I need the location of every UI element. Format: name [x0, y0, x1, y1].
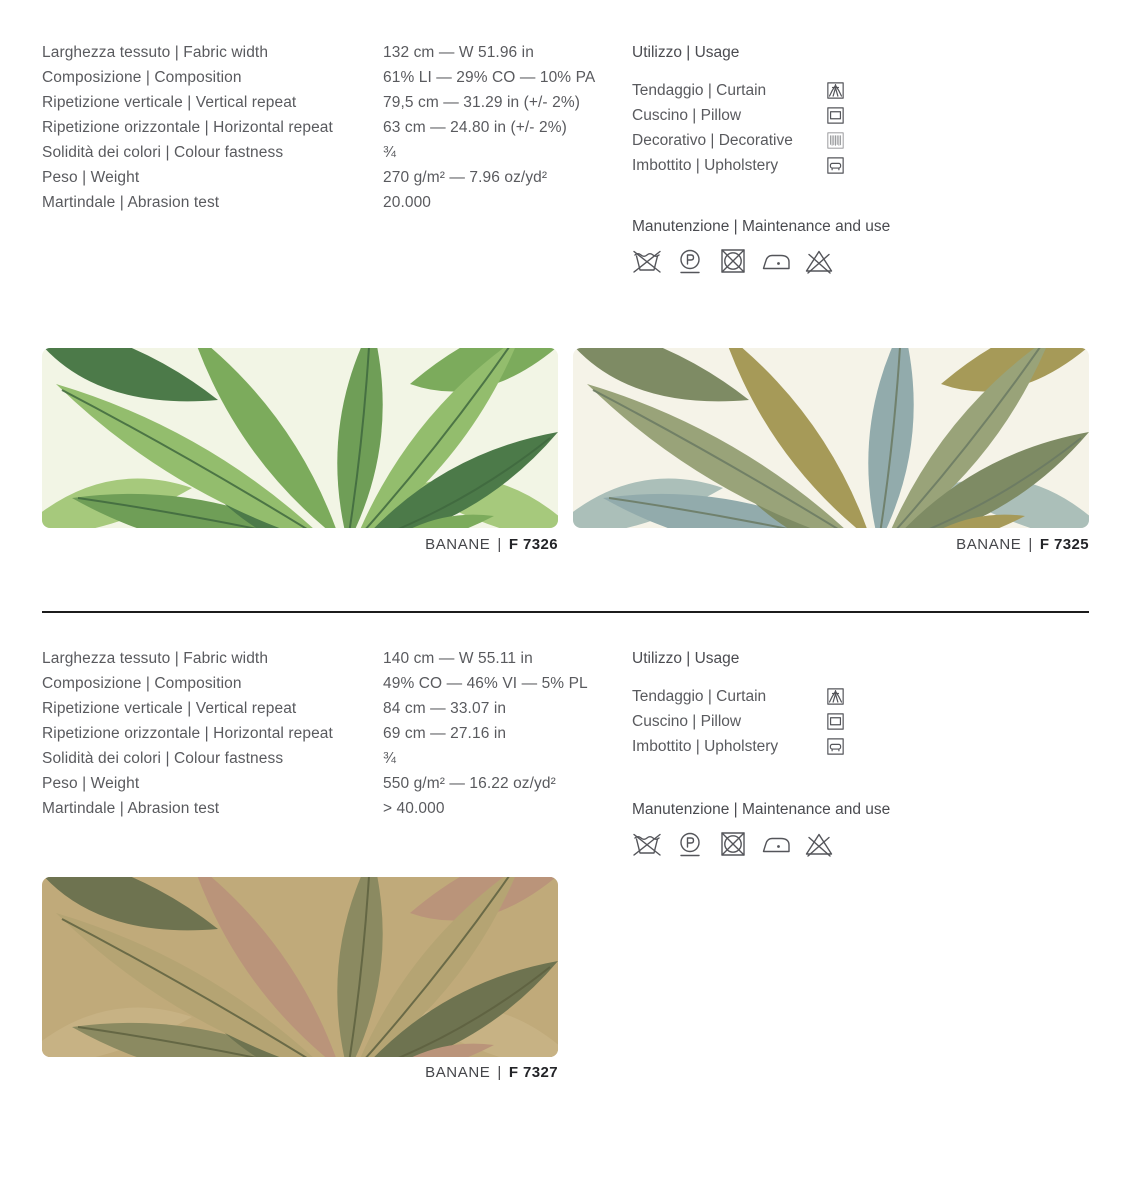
usage-item [632, 78, 844, 103]
spec-value: 61% LI — 29% CO — 10% PA [383, 69, 596, 86]
dry-clean-p-gentle-icon [675, 248, 705, 274]
spec-row [42, 65, 602, 90]
spec-row [42, 696, 602, 721]
fabric-name: BANANE [425, 1064, 491, 1081]
do-not-tumble-dry-icon [718, 248, 748, 274]
usage-title: Utilizzo | Usage [632, 44, 740, 61]
fabric-swatch-f7327 [42, 877, 558, 1057]
spec-label: Ripetizione verticale | Vertical repeat [42, 700, 297, 717]
spec-value: 63 cm — 24.80 in (+/- 2%) [383, 119, 567, 136]
usage-title: Utilizzo | Usage [632, 650, 740, 667]
caption-separator: | [497, 1064, 502, 1081]
upholstery-icon [827, 738, 844, 755]
usage-item [632, 153, 844, 178]
spec-label: Larghezza tessuto | Fabric width [42, 650, 269, 667]
spec-table-1 [42, 40, 602, 215]
swatch-caption-f7326 [42, 536, 558, 553]
dry-clean-p-gentle-icon [675, 831, 705, 857]
spec-value: 132 cm — W 51.96 in [383, 44, 534, 61]
usage-item [632, 128, 844, 153]
do-not-wash-icon [632, 248, 662, 274]
curtain-icon [827, 688, 844, 705]
spec-label: Martindale | Abrasion test [42, 194, 220, 211]
spec-value: 20.000 [383, 194, 432, 211]
do-not-bleach-icon [804, 248, 834, 274]
do-not-bleach-icon [804, 831, 834, 857]
fabric-swatch-f7326 [42, 348, 558, 528]
spec-label: Larghezza tessuto | Fabric width [42, 44, 269, 61]
spec-value: 270 g/m² — 7.96 oz/yd² [383, 169, 548, 186]
spec-label: Ripetizione orizzontale | Horizontal repeat [42, 725, 333, 742]
fabric-code: F 7327 [508, 1064, 558, 1081]
usage-label: Cuscino | Pillow [632, 713, 742, 730]
section-divider [42, 611, 1089, 613]
spec-row [42, 671, 602, 696]
spec-table-2 [42, 646, 602, 821]
spec-label: Peso | Weight [42, 775, 140, 792]
spec-row [42, 165, 602, 190]
spec-value: 84 cm — 33.07 in [383, 700, 507, 717]
usage-label: Decorativo | Decorative [632, 132, 793, 149]
spec-row [42, 721, 602, 746]
spec-row [42, 771, 602, 796]
maintenance-title: Manutenzione | Maintenance and use [632, 218, 891, 235]
iron-low-heat-icon [761, 248, 791, 274]
spec-label: Ripetizione verticale | Vertical repeat [42, 94, 297, 111]
swatch-caption-f7325 [573, 536, 1089, 553]
usage-label: Cuscino | Pillow [632, 107, 742, 124]
swatch-caption-f7327 [42, 1064, 558, 1081]
care-symbols-row [632, 248, 890, 274]
usage-item [632, 709, 844, 734]
spec-row [42, 190, 602, 215]
maintenance-block-2 [632, 797, 890, 857]
spec-value: 79,5 cm — 31.29 in (+/- 2%) [383, 94, 580, 111]
spec-row [42, 646, 602, 671]
spec-label: Ripetizione orizzontale | Horizontal repeat [42, 119, 333, 136]
spec-value: > 40.000 [383, 800, 445, 817]
usage-item [632, 103, 844, 128]
fabric-name: BANANE [425, 536, 491, 553]
spec-value: 140 cm — W 55.11 in [383, 650, 533, 667]
spec-label: Peso | Weight [42, 169, 140, 186]
spec-value: ¾ [383, 144, 397, 161]
usage-item [632, 684, 844, 709]
care-symbols-row [632, 831, 890, 857]
decorative-icon [827, 132, 844, 149]
fabric-swatch-f7325 [573, 348, 1089, 528]
maintenance-title: Manutenzione | Maintenance and use [632, 801, 891, 818]
spec-value: 550 g/m² — 16.22 oz/yd² [383, 775, 556, 792]
spec-row [42, 115, 602, 140]
usage-label: Imbottito | Upholstery [632, 738, 779, 755]
upholstery-icon [827, 157, 844, 174]
caption-separator: | [1028, 536, 1033, 553]
fabric-code: F 7325 [1039, 536, 1089, 553]
spec-value: ¾ [383, 750, 397, 767]
spec-value: 49% CO — 46% VI — 5% PL [383, 675, 588, 692]
usage-block-2 [632, 646, 844, 759]
pillow-icon [827, 107, 844, 124]
iron-low-heat-icon [761, 831, 791, 857]
spec-row [42, 796, 602, 821]
caption-separator: | [497, 536, 502, 553]
fabric-code: F 7326 [508, 536, 558, 553]
spec-row [42, 140, 602, 165]
usage-label: Tendaggio | Curtain [632, 82, 767, 99]
spec-row [42, 40, 602, 65]
spec-label: Composizione | Composition [42, 69, 242, 86]
usage-label: Tendaggio | Curtain [632, 688, 767, 705]
spec-row [42, 746, 602, 771]
usage-item [632, 734, 844, 759]
curtain-icon [827, 82, 844, 99]
do-not-tumble-dry-icon [718, 831, 748, 857]
spec-label: Solidità dei colori | Colour fastness [42, 750, 284, 767]
spec-value: 69 cm — 27.16 in [383, 725, 507, 742]
usage-block-1 [632, 40, 844, 178]
maintenance-block-1 [632, 214, 890, 274]
usage-label: Imbottito | Upholstery [632, 157, 779, 174]
spec-label: Composizione | Composition [42, 675, 242, 692]
fabric-name: BANANE [956, 536, 1022, 553]
spec-label: Martindale | Abrasion test [42, 800, 220, 817]
spec-row [42, 90, 602, 115]
spec-label: Solidità dei colori | Colour fastness [42, 144, 284, 161]
do-not-wash-icon [632, 831, 662, 857]
pillow-icon [827, 713, 844, 730]
